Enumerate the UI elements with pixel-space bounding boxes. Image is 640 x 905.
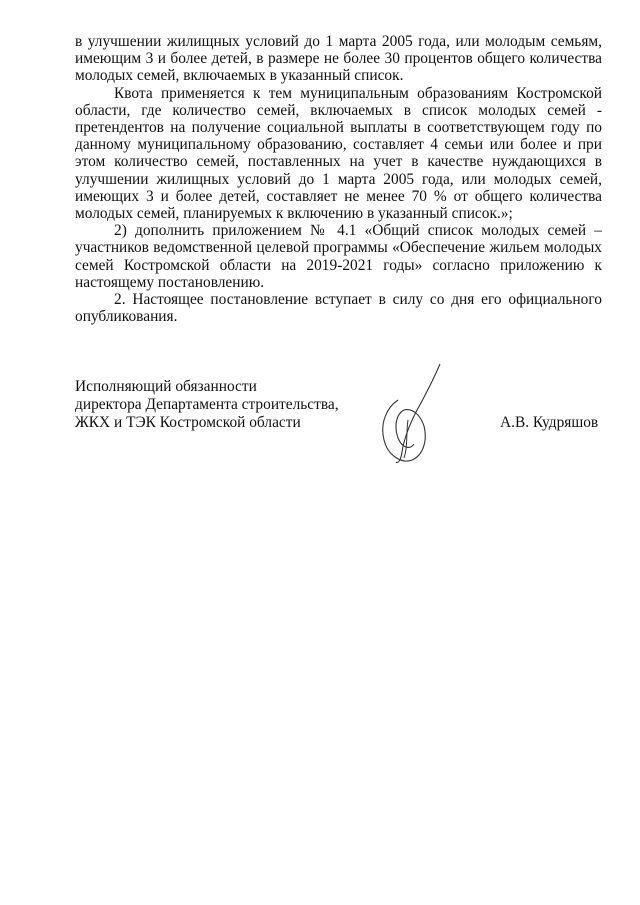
signatory-position-line2: директора Департамента строительства, (75, 395, 339, 413)
document-body (75, 33, 602, 325)
signatory-position-line3: ЖКХ и ТЭК Костромской области (75, 413, 301, 431)
paragraph-amendment: 2) дополнить приложением № 4.1 «Общий список молодых семей – участников ведомственной целевой программы «Обеспечение жильем молодых семей Костромской области на 2019-2021 годы» согласно приложению к настоящему постановлению. (75, 222, 602, 291)
paragraph-continuation: в улучшении жилищных условий до 1 марта 2005 года, или молодым семьям, имеющим 3 и более детей, в размере не более 30 процентов общего количества молодых семей, включаемых в указанный список. (75, 33, 602, 85)
signatory-position-line1: Исполняющий обязанности (75, 378, 257, 395)
paragraph-quota: Квота применяется к тем муниципальным образованиям Костромской области, где количество семей, включаемых в список молодых семей - претендентов на получение социальной выплаты в соответствующем году по данному муниципальному образованию, составляет 4 семьи или более и при этом количество семей, поставленных на учет в качестве нуждающихся в улучшении жилищных условий до 1 марта 2005 года, или молодых семей, имеющих 3 и более детей, составляет не менее 70 % от общего количества молодых семей, планируемых к включению в указанный список.»; (75, 84, 602, 223)
paragraph-effective-date: 2. Настоящее постановление вступает в силу со дня его официального опубликования. (75, 291, 602, 326)
signatory-position (75, 378, 339, 431)
signatory-name: А.В. Кудряшов (500, 414, 599, 431)
handwritten-signature (368, 360, 468, 470)
